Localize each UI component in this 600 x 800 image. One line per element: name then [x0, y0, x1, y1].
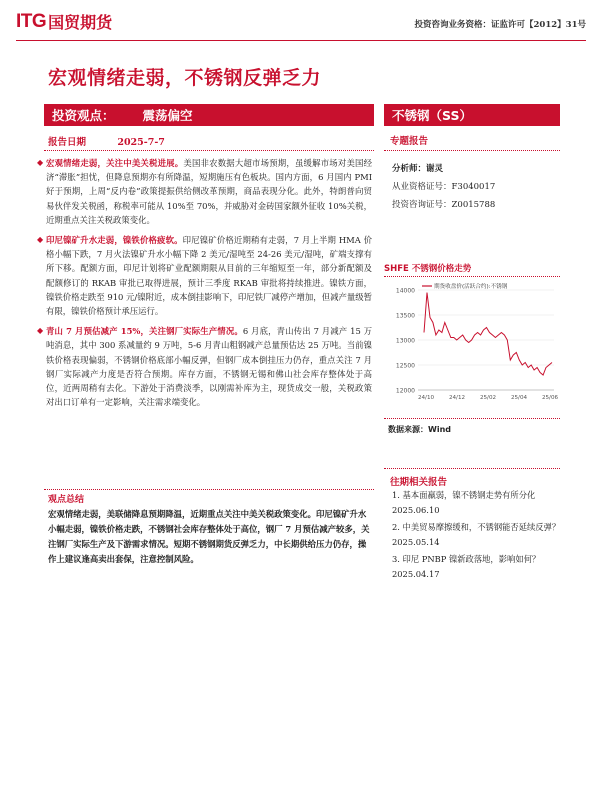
paragraph-headline: 印尼镍矿升水走弱，镍铁价格疲软。: [46, 235, 183, 246]
consult-value: Z0015788: [451, 200, 496, 210]
bullet-icon: ◆: [37, 326, 44, 336]
related-item[interactable]: 1. 基本面羸弱，镍不锈钢走势有所分化 2025.06.10: [392, 490, 536, 515]
legend-label: 期货收盘价(活跃合约):不锈钢: [434, 284, 508, 290]
view-bar: [44, 104, 374, 126]
chart-title: SHFE 不锈钢价格走势: [384, 264, 472, 274]
report-date-label: 报告日期: [48, 137, 87, 148]
related-item[interactable]: 3. 印尼 PNBP 镍新政落地，影响如何？2025.04.17: [392, 554, 541, 579]
license-value: F3040017: [451, 182, 496, 192]
report-title: 宏观情绪走弱，不锈钢反弹乏力: [48, 67, 322, 89]
analyst-value: 谢灵: [426, 164, 444, 174]
x-tick-label: 25/06: [541, 395, 559, 401]
analyst-label: 分析师：: [392, 164, 427, 174]
related-item[interactable]: 2. 中美贸易摩擦缓和，不锈钢能否延续反弹？2025.05.14: [392, 522, 561, 547]
consult-label: 投资咨询证号：: [392, 200, 452, 210]
y-tick-label: 12000: [395, 387, 415, 395]
chart-svg: [384, 278, 560, 410]
view-label: 投资观点：: [52, 108, 115, 123]
x-tick-label: 25/04: [510, 395, 528, 401]
summary-text: 宏观情绪走弱，美联储降息预期降温，近期重点关注中美关税政策变化。印尼镍矿升水小幅走弱，镍铁价格走跌，不锈钢社会库存整体处于高位，钢厂 7 月预估减产较多，关注钢厂实际生产及下游需求情况。短期不锈钢期货反弹乏力，中长期供给压力仍存，操作上建议逢高卖出套保，注意控制风险。: [48, 509, 370, 564]
header-divider: [16, 40, 586, 41]
y-tick-label: 13500: [395, 312, 415, 320]
analyst-license: [392, 180, 495, 192]
paragraph: [37, 156, 373, 227]
view-value: 震荡偏空: [142, 108, 193, 123]
divider: [44, 489, 374, 490]
series-line: [424, 293, 552, 376]
brand-name: 国贸期货: [48, 13, 113, 32]
bullet-icon: ◆: [37, 235, 44, 245]
y-tick-label: 12500: [395, 362, 415, 370]
y-tick-label: 13000: [395, 337, 415, 345]
x-tick-label: 25/02: [479, 395, 497, 401]
report-date-value: 2025-7-7: [117, 137, 165, 148]
divider: [384, 418, 560, 419]
main-body: [37, 156, 373, 415]
price-chart: [384, 278, 560, 410]
summary-title: 观点总结: [48, 495, 85, 505]
company-logo: [16, 10, 112, 33]
license-text: 投资咨询业务资格：证监许可【2012】31号: [414, 20, 586, 30]
paragraph-text: 美国非农数据大超市场预期，虽缓解市场对美国经济“滞胀”担忧，但降息预期亦有所降温，短期施压有色板块。国内方面，6 月国内 PMI 好于预期，上周“反内卷”政策提振供给侧改革预期，商品表现分化。此外，特朗普向贸易伙伴发关税函，称税率可能从 10%至 70%，并威胁对金砖国家额外征收 10%关税，近期重点关注关税政策变化。: [46, 158, 373, 225]
bullet-icon: ◆: [37, 158, 44, 167]
logo-text: ITG: [16, 10, 47, 32]
special-report-label: 专题报告: [390, 136, 429, 147]
paragraph-headline: 青山 7 月预估减产 15%，关注钢厂实际生产情况。: [46, 326, 243, 337]
divider: [44, 150, 374, 151]
divider: [384, 468, 560, 469]
x-tick-label: 24/10: [417, 395, 435, 401]
product-bar: [384, 104, 560, 126]
report-date: [48, 134, 165, 148]
paragraph-text: 6 月底，青山传出 7 月减产 15 万吨消息，其中 300 系减量约 9 万吨，5-6 月青山粗钢减产总量预估达 25 万吨。当前镍铁价格表现偏弱，不锈钢价格底部小幅反弹，但钢厂成本倒挂压力仍存，重点关注 7 月钢厂实际减产力度是否符合预期。库存方面，不锈钢无锡和佛山社会库存整体处于高位，近两周稍有去化。下游处于消费淡季，以刚需补库为主，现货成交一般，关税政策对出口订单有一定影响，关注需求端变化。: [46, 326, 372, 408]
license-label: 从业资格证号：: [392, 182, 452, 192]
divider: [384, 150, 560, 151]
y-tick-label: 14000: [395, 287, 415, 295]
data-source: 数据来源：Wind: [388, 425, 451, 434]
paragraph-text: 印尼镍矿价格近期稍有走弱，7 月上半期 HMA 价格小幅下跌，7 月火法镍矿升水小幅下降 2 美元/湿吨至 24-26 美元/湿吨，矿端支撑有所下移。配额方面，印尼计划将矿业配额期限从目前的三年缩短至一年，部分新配额及配额修订的 RKAB 审批已取得进展，预计三季度 RKAB 审批将持续推进。镍铁方面，镍铁价格走跌至 910 元/镍附近，成本倒挂影响下，印尼铁厂减停产增加，但减产量级暂有限，镍铁价格预计承压运行。: [46, 235, 372, 317]
paragraph-headline: 宏观情绪走弱，关注中美关税进展。: [46, 158, 184, 168]
related-title: 往期相关报告: [390, 477, 448, 488]
paragraph: [37, 324, 372, 409]
analyst-name: [392, 162, 443, 174]
paragraph: [37, 233, 372, 318]
analyst-consult: [392, 198, 495, 210]
x-tick-label: 24/12: [448, 395, 466, 401]
divider: [384, 276, 560, 277]
related-list: [392, 488, 562, 582]
product-label: 不锈钢（SS）: [392, 108, 472, 123]
